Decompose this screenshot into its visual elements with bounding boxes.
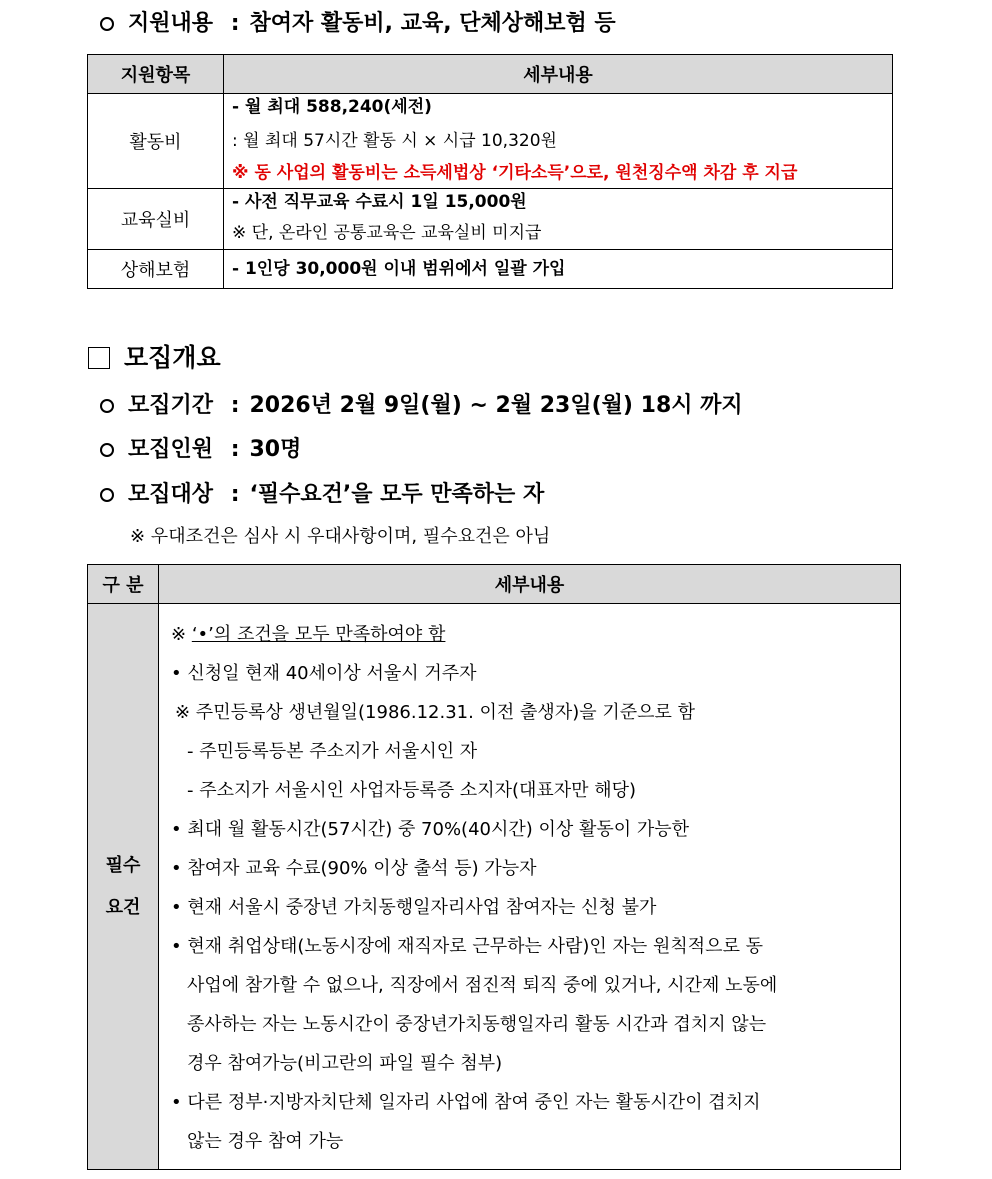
table-row: [88, 604, 901, 1170]
list-item: ※ 주민등록상 생년월일(1986.12.31. 이전 출생자)을 기준으로 함: [175, 702, 695, 723]
header-detail: 세부내용: [159, 565, 901, 604]
list-item: 사업에 참가할 수 없으나, 직장에서 점진적 퇴직 중에 있거나, 시간제 노동에: [187, 975, 778, 996]
support-heading: 지원내용 : 참여자 활동비, 교육, 단체상해보험 등: [100, 6, 616, 37]
header-item: 지원항목: [88, 55, 224, 94]
circle-bullet-icon: [100, 488, 114, 502]
circle-bullet-icon: [100, 399, 114, 413]
circle-bullet-icon: [100, 443, 114, 457]
list-item: • 현재 취업상태(노동시장에 재직자로 근무하는 사람)인 자는 원칙적으로 동: [171, 936, 764, 957]
row-label: 상해보험: [88, 250, 224, 289]
list-item: • 참여자 교육 수료(90% 이상 출석 등) 가능자: [171, 858, 537, 879]
table-row: [88, 189, 893, 250]
circle-bullet-icon: [100, 17, 114, 31]
list-item: - 주민등록등본 주소지가 서울시인 자: [187, 741, 478, 762]
list-item: 않는 경우 참여 가능: [187, 1131, 344, 1152]
list-item: • 현재 서울시 중장년 가치동행일자리사업 참여자는 신청 불가: [171, 897, 657, 918]
list-item: ※ ‘•’의 조건을 모두 만족하여야 함: [171, 624, 446, 645]
recruit-target: 모집대상 : ‘필수요건’을 모두 만족하는 자: [100, 477, 544, 508]
row-label: 교육실비: [88, 189, 224, 250]
list-item: - 주소지가 서울시인 사업자등록증 소지자(대표자만 해당): [187, 780, 637, 801]
list-item: 종사하는 자는 노동시간이 중장년가치동행일자리 활동 시간과 겹치지 않는: [187, 1014, 767, 1035]
recruit-title: 모집개요: [88, 338, 221, 374]
list-item: • 다른 정부·지방자치단체 일자리 사업에 참여 중인 자는 활동시간이 겹치지: [171, 1092, 761, 1113]
list-item: • 신청일 현재 40세이상 서울시 거주자: [171, 663, 477, 684]
table-row: [88, 250, 893, 289]
support-table: [87, 54, 893, 289]
row-label: 활동비: [88, 94, 224, 189]
recruit-period: 모집기간 : 2026년 2월 9일(월) ~ 2월 23일(월) 18시 까지: [100, 388, 743, 419]
requirement-details: [159, 604, 901, 1170]
header-detail: 세부내용: [224, 55, 893, 94]
recruit-note: ※ 우대조건은 심사 시 우대사항이며, 필수요건은 아님: [130, 526, 551, 547]
list-item: • 최대 월 활동시간(57시간) 중 70%(40시간) 이상 활동이 가능한: [171, 819, 690, 840]
checkbox-square-icon: [88, 347, 110, 369]
row-detail: - 1인당 30,000원 이내 범위에서 일괄 가입: [224, 250, 893, 289]
row-detail: - 월 최대 588,240(세전) : 월 최대 57시간 활동 시 × 시급 10,320원 ※ 동 사업의 활동비는 소득세법상 ‘기타소득’으로, 원천징수액 차감 후 지급: [224, 94, 893, 189]
requirement-label: 필수 요건: [88, 604, 159, 1170]
recruit-count: 모집인원 : 30명: [100, 432, 301, 463]
table-row: [88, 94, 893, 189]
header-category: 구 분: [88, 565, 159, 604]
list-item: 경우 참여가능(비고란의 파일 필수 첨부): [187, 1053, 503, 1074]
row-detail: - 사전 직무교육 수료시 1일 15,000원 ※ 단, 온라인 공통교육은 교육실비 미지급: [224, 189, 893, 250]
requirements-table: [87, 564, 901, 1170]
